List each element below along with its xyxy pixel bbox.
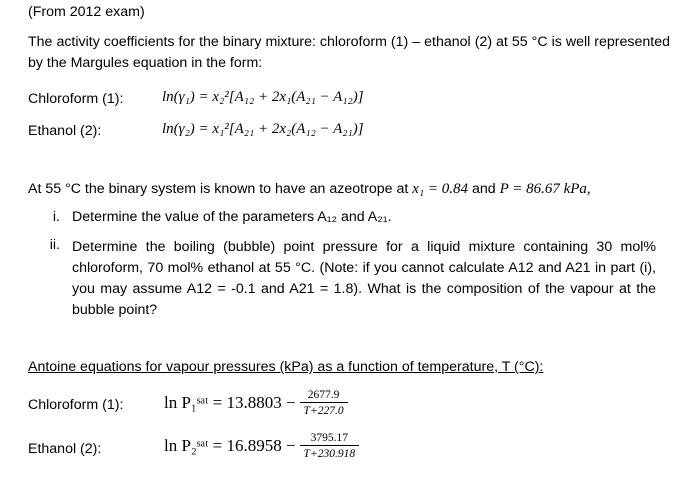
antoine-eq2-fraction: [300, 432, 360, 460]
margules-eq1: ln(γ₁) = x₂²[A₁₂ + 2x₁(A₂₁ − A₁₂)]: [162, 89, 364, 105]
azeotrope-pressure: P = 86.67 kPa,: [499, 181, 591, 197]
azeotrope-sentence: [28, 181, 591, 198]
antoine-eq1-label: Chloroform (1):: [28, 397, 124, 413]
azeotrope-and: and: [471, 181, 496, 197]
question-ii-marker: ii.: [49, 237, 60, 253]
margules-eq2: ln(γ₂) = x₁²[A₂₁ + 2x₂(A₁₂ − A₂₁)]: [162, 121, 364, 137]
antoine-eq1-denominator: T+227.0: [303, 405, 344, 417]
antoine-eq2-label: Ethanol (2):: [28, 441, 102, 457]
azeotrope-prefix: At 55 °C the binary system is known to have an azeotrope at: [28, 181, 409, 197]
azeotrope-x1: x₁ = 0.84: [412, 181, 468, 197]
antoine-eq1-fraction: [300, 389, 348, 417]
antoine-eq2: [164, 426, 359, 466]
margules-eq2-label: Ethanol (2):: [28, 123, 102, 139]
question-i-marker: i.: [52, 209, 60, 225]
antoine-heading: Antoine equations for vapour pressures (kPa) as a function of temperature, T (°C):: [28, 359, 544, 375]
margules-eq1-label: Chloroform (1):: [28, 91, 124, 107]
exam-source-label: (From 2012 exam): [28, 4, 145, 20]
antoine-eq2-numerator: 3795.17: [300, 432, 360, 446]
antoine-eq2-lhs: ln P₂ˢᵃᵗ = 16.8958 −: [164, 436, 296, 455]
antoine-eq1: [164, 383, 348, 423]
question-ii-text: Determine the boiling (bubble) point pressure for a liquid mixture containing 30 mol% chloroform, 70 mol% ethanol at 55 °C. (Note: if you cannot calculate A12 and A21 in part (i), you may assume A12 = -0.1 and A21 = 1.8). What is the composition of the vapour at the bubble point?: [72, 239, 656, 318]
antoine-eq1-numerator: 2677.9: [300, 389, 348, 403]
antoine-eq1-lhs: ln P₁ˢᵃᵗ = 13.8803 −: [164, 393, 296, 412]
antoine-eq2-denominator: T+230.918: [303, 448, 356, 460]
intro-paragraph: The activity coefficients for the binary mixture: chloroform (1) – ethanol (2) at 55 °C is well represented by the Margules equation in the form:: [28, 34, 670, 71]
question-i-text: Determine the value of the parameters A₁₂ and A₂₁.: [72, 209, 392, 225]
